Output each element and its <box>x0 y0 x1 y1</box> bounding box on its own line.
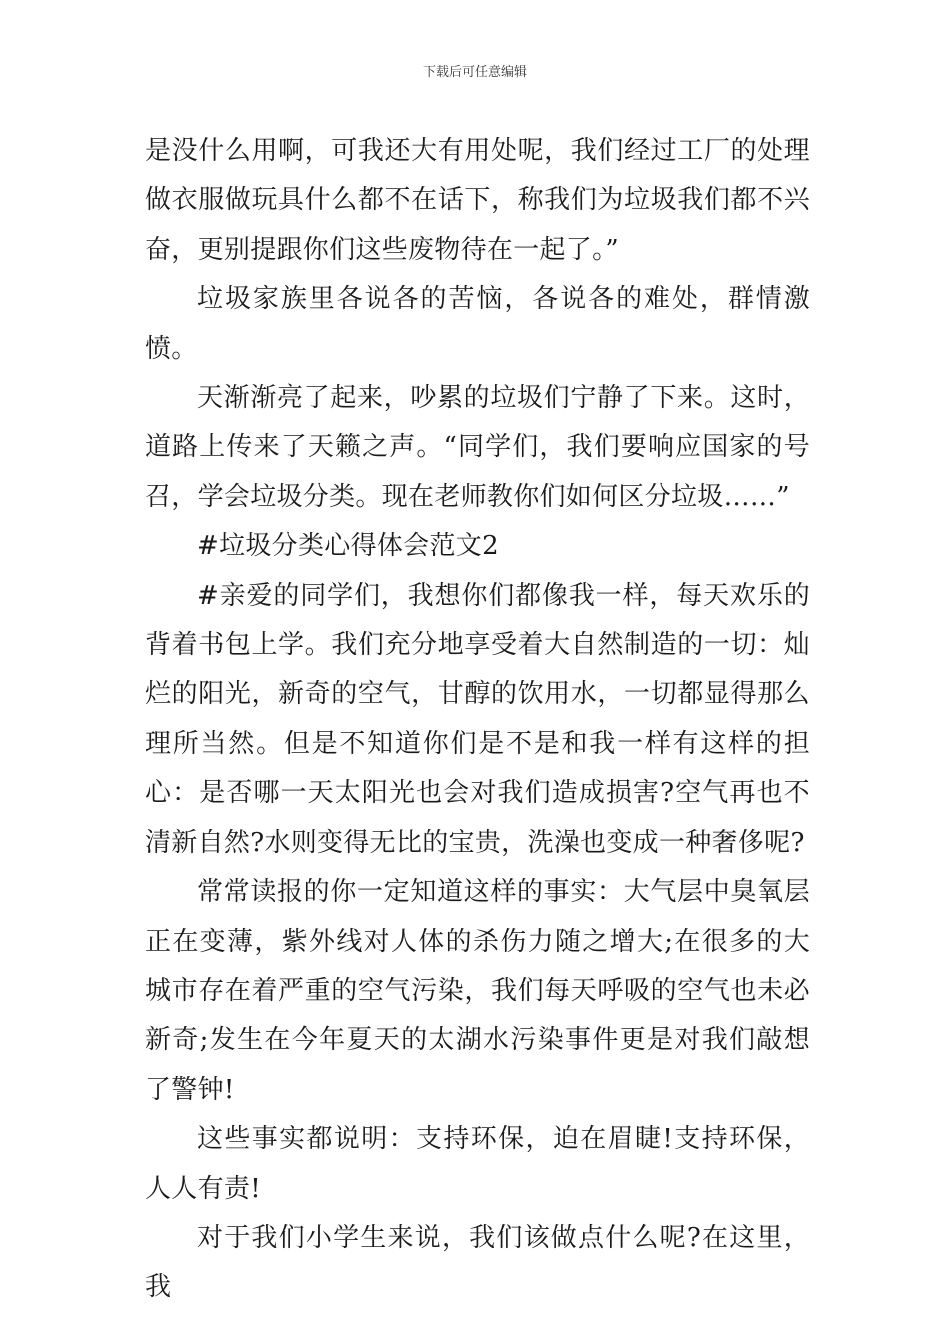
paragraph: 天渐渐亮了起来，吵累的垃圾们宁静了下来。这时，道路上传来了天籁之声。“同学们，我们要响应国家的号召，学会垃圾分类。现在老师教你们如何区分垃圾……” <box>145 383 810 512</box>
paragraph: 这些事实都说明：支持环保，迫在眉睫!支持环保，人人有责! <box>145 1124 810 1204</box>
section-heading: #垃圾分类心得体会范文2 <box>197 531 499 562</box>
paragraph: 常常读报的你一定知道这样的事实：大气层中臭氧层正在变薄，紫外线对人体的杀伤力随之增大;在很多的大城市存在着严重的空气污染，我们每天呼吸的空气也未必新奇;发生在今年夏天的太湖水污染事件更是对我们敲想了警钟! <box>145 877 810 1105</box>
paragraph: 垃圾家族里各说各的苦恼，各说各的难处，群情激愤。 <box>145 284 810 364</box>
document-body <box>145 127 810 1313</box>
paragraph-continued: 是没什么用啊，可我还大有用处呢，我们经过工厂的处理做衣服做玩具什么都不在话下，称我们为垃圾我们都不兴奋，更别提跟你们这些废物待在一起了。” <box>145 136 810 265</box>
paragraph: #亲爱的同学们，我想你们都像我一样，每天欢乐的背着书包上学。我们充分地享受着大自然制造的一切：灿烂的阳光，新奇的空气，甘醇的饮用水，一切都显得那么理所当然。但是不知道你们是不是和我一样有这样的担心：是否哪一天太阳光也会对我们造成损害?空气再也不清新自然?水则变得无比的宝贵，洗澡也变成一种奢侈呢? <box>145 580 810 858</box>
page-header: 下载后可任意编辑 <box>422 65 527 80</box>
paragraph: 对于我们小学生来说，我们该做点什么呢?在这里，我 <box>145 1222 810 1303</box>
